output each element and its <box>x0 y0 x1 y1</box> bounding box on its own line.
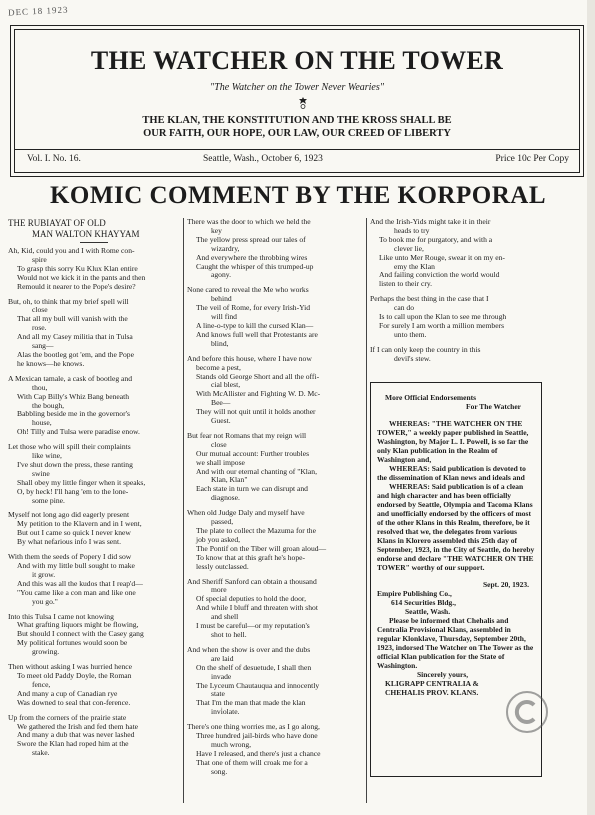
poem-line: On the shelf of desuetude, I shall then <box>196 662 312 672</box>
poem-stanza <box>8 375 180 437</box>
poem-stanza <box>8 443 180 505</box>
endorsement-title: More Official Endorsements <box>385 393 477 402</box>
poem-line: song. <box>211 766 228 776</box>
poem-line: That one of them will croak me for a <box>196 757 308 767</box>
address-line-3: Seattle, Wash. <box>405 607 451 616</box>
poem-line: Then without asking I was hurried hence <box>8 662 132 672</box>
poem-line: Ah, Kid, could you and I with Rome con- <box>8 246 135 255</box>
poem-line: The yellow press spread our tales of <box>196 234 306 244</box>
poem-line: And failing conviction the world would <box>379 270 500 280</box>
poem-column-1 <box>8 218 180 764</box>
poem-line: wizardry, <box>211 243 240 253</box>
poem-line: we shall impose <box>196 457 245 467</box>
informed-paragraph: Please be informed that Chehalis and Centralia Provisional Klans, assembled in regular Klonklave, Thursday, September 20th, 1923, indorsed The Watcher on The Tower as the official Klan publication for the State of Washington. <box>377 616 534 670</box>
poem-line: The Lyceum Chautauqua and innocently <box>196 680 320 690</box>
poem-stanza <box>187 218 365 280</box>
poem-line: And the Irish-Yids might take it in their <box>370 217 491 226</box>
poem-line: And with our eternal chanting of "Klan, <box>196 466 317 476</box>
poem-line: you go." <box>32 596 58 606</box>
poem-line: That all my bull will vanish with the <box>17 314 128 324</box>
poem-title <box>8 218 180 240</box>
poem-line: cial blest, <box>211 380 241 390</box>
poem-line: Babbling beside me in the governor's <box>17 409 130 419</box>
poem-line: When old Judge Daly and myself have <box>187 508 305 518</box>
poem-line: he knows—he knows. <box>17 358 85 368</box>
poem-line: Up from the corners of the prairie state <box>8 712 127 722</box>
poem-line: Stands old George Short and all the offi- <box>196 371 320 381</box>
dateline: Seattle, Wash., October 6, 1923 <box>203 154 323 164</box>
date-received-stamp: DEC 18 1923 <box>7 4 69 18</box>
volume-number: Vol. I. No. 16. <box>27 154 81 164</box>
poem-stanza <box>187 286 365 348</box>
poem-title-line-1: THE RUBIAYAT OF OLD <box>8 218 106 228</box>
newspaper-motto: "The Watcher on the Tower Never Wearies" <box>210 82 384 93</box>
poem-line: much wrong, <box>211 739 252 749</box>
headline: KOMIC COMMENT BY THE KORPORAL <box>49 182 546 209</box>
poem-line: My petition to the Klavern and in I went, <box>17 519 142 529</box>
poem-column-3 <box>370 218 542 370</box>
klan-seal-icon <box>298 97 308 109</box>
poem-line: lessly outclassed. <box>196 561 249 571</box>
poem-line: key <box>211 225 222 235</box>
copyright-seal-icon <box>505 690 549 734</box>
endorsement-subtitle: For The Watcher <box>466 402 521 411</box>
poem-stanza <box>8 553 180 606</box>
poem-line: Was downed to seal that con-ference. <box>17 697 131 707</box>
poem-line: swine <box>32 468 50 478</box>
poem-line: None cared to reveal the Me who works <box>187 285 309 295</box>
address-line-1: Empire Publishing Co., <box>377 589 452 598</box>
poem-line: growing. <box>32 647 60 657</box>
poem-line: Like unto Mer Rouge, swear it on my en- <box>379 252 505 262</box>
poem-stanzas-2 <box>187 218 365 777</box>
poem-line: agony. <box>211 270 231 280</box>
poem-line: My political fortunes would soon be <box>17 638 128 648</box>
poem-line: To know that at this graft he's hope- <box>196 552 306 562</box>
poem-line: With McAllister and Fighting W. D. Mc- <box>196 389 321 399</box>
poem-line: I've shut down the press, these ranting <box>17 459 133 469</box>
poem-line: close <box>32 305 48 315</box>
poem-stanza <box>8 298 180 369</box>
poem-line: sang— <box>32 341 54 351</box>
poem-line: devil's stew. <box>394 353 431 363</box>
newspaper-title: THE WATCHER ON THE TOWER <box>90 46 504 75</box>
poem-line: Myself not long ago did eagerly present <box>8 510 130 520</box>
poem-stanza <box>187 432 365 503</box>
signature-line-2: CHEHALIS PROV. KLANS. <box>385 688 479 697</box>
poem-line: The veil of Rome, for every Irish-Yid <box>196 303 311 313</box>
poem-line: Have I released, and there's just a chance <box>196 748 321 758</box>
poem-line: And all my Casey militia that in Tulsa <box>17 332 133 342</box>
poem-line: A line-o-type to kill the cursed Klan— <box>196 320 314 330</box>
poem-line: Oh! Tilly and Tulsa were paradise enow. <box>17 427 140 437</box>
poem-line: the bough, <box>32 400 65 410</box>
poem-line: rose. <box>32 323 47 333</box>
poem-line: O, by heck! I'll hang 'em to the lone- <box>17 486 129 496</box>
poem-line: blind, <box>211 338 229 348</box>
column-divider-2 <box>366 218 367 803</box>
poem-stanza <box>370 346 542 364</box>
poem-stanza <box>187 355 365 426</box>
poem-line: I must be careful—or my reputation's <box>196 621 310 631</box>
issue-rule-top <box>15 149 579 150</box>
poem-line: With Cap Billy's Whiz Bang beneath <box>17 391 130 401</box>
poem-line: And before this house, where I have now <box>187 353 312 363</box>
poem-line: fence, <box>32 679 51 689</box>
poem-line: There's one thing worries me, as I go along, <box>187 722 320 732</box>
poem-line: behind <box>211 294 232 304</box>
poem-line: Caught the whisper of this trumped-up <box>196 261 314 271</box>
poem-line: Shall obey my little finger when it speaks, <box>17 477 146 487</box>
poem-line: What grafting liquors might be flowing, <box>17 620 139 630</box>
signature-line-1: KLIGRAPP CENTRALIA & <box>385 679 479 688</box>
poem-line: The plate to collect the Mazuma for the <box>196 526 316 535</box>
poem-line: more <box>211 585 227 595</box>
poem-stanza <box>370 295 542 340</box>
poem-stanza <box>8 511 180 547</box>
poem-line: We gathered the Irish and fed them hate <box>17 721 139 731</box>
poem-line: diagnose. <box>211 493 240 503</box>
poem-line: job you asked, <box>196 534 241 544</box>
poem-stanza <box>8 663 180 708</box>
poem-line: To book me for purgatory, and with a <box>379 234 493 244</box>
poem-line: unto them. <box>394 329 427 339</box>
poem-line: There was the door to which we held the <box>187 217 311 226</box>
poem-line: some pine. <box>32 495 65 505</box>
poem-line: and shell <box>211 612 239 622</box>
poem-line: invade <box>211 671 232 681</box>
poem-line: Alas the bootleg got 'em, and the Pope <box>17 349 134 359</box>
poem-line: Let those who will spill their complaints <box>8 442 131 452</box>
page-edge <box>587 0 595 815</box>
poem-line: And with my little bull sought to make <box>17 561 135 570</box>
poem-line: And many a dub that was never lashed <box>17 730 135 740</box>
poem-line: Klan, Klan" <box>211 475 248 485</box>
poem-line: But, oh, to think that my brief spell will <box>8 296 129 306</box>
poem-line: like wine, <box>32 451 62 461</box>
poem-line: "You came like a con man and like one <box>17 587 136 597</box>
poem-line: But fear not Romans that my reign will <box>187 430 307 440</box>
poem-line: state <box>211 689 225 699</box>
poem-line: Guest. <box>211 416 231 426</box>
poem-line: And when the show is over and the dubs <box>187 644 311 654</box>
poem-line: Would not we kick it in the pants and then <box>17 272 146 282</box>
poem-line: With them the seeds of Popery I did sow <box>8 552 132 562</box>
poem-line: And everywhere the throbbing wires <box>196 252 308 262</box>
poem-line: it grow. <box>32 569 56 579</box>
tagline <box>15 114 579 140</box>
column-divider-1 <box>183 218 184 803</box>
poem-stanza <box>8 714 180 759</box>
poem-line: emy the Klan <box>394 261 435 271</box>
masthead <box>10 25 584 177</box>
poem-line: And Sheriff Sanford can obtain a thousand <box>187 576 317 586</box>
poem-line: passed, <box>211 517 234 527</box>
address-block <box>377 589 535 616</box>
poem-line: And this was all the kudos that I reap'd— <box>17 578 143 588</box>
poem-line: will find <box>211 312 237 322</box>
poem-line: To grasp this sorry Ku Klux Klan entire <box>17 263 138 273</box>
masthead-inner-border <box>14 29 580 173</box>
poem-line: Remould it nearer to the Pope's desire? <box>17 281 136 291</box>
poem-line: thou, <box>32 382 48 392</box>
poem-stanza <box>187 578 365 640</box>
poem-stanza <box>187 646 365 717</box>
price: Price 10c Per Copy <box>495 154 569 164</box>
whereas-paragraph-2: WHEREAS: Said publication is devoted to the dissemination of Klan news and ideals and <box>377 464 526 482</box>
poem-line: Three hundred jail-birds who have done <box>196 731 318 741</box>
poem-stanzas-3 <box>370 218 542 364</box>
poem-line: By what nefarious info I was sent. <box>17 537 121 547</box>
poem-line: Bee— <box>211 398 231 408</box>
poem-line: are laid <box>211 653 234 663</box>
poem-line: And knows full well that Protestants are <box>196 329 318 339</box>
poem-line: become a pest, <box>196 362 241 372</box>
poem-line: close <box>211 439 227 449</box>
poem-stanza <box>187 723 365 776</box>
poem-stanza <box>8 613 180 658</box>
poem-line: To meet old Paddy Doyle, the Roman <box>17 670 132 680</box>
tagline-line-1: THE KLAN, THE KONSTITUTION AND THE KROSS SHALL BE <box>142 115 452 126</box>
poem-stanza <box>8 247 180 292</box>
poem-stanza <box>187 509 365 571</box>
poem-line: spire <box>32 254 47 264</box>
poem-stanza <box>370 218 542 289</box>
poem-line: The Pontif on the Tiber will groan aloud— <box>196 543 327 553</box>
closing: Sincerely yours, <box>417 670 469 679</box>
poem-line: stake. <box>32 748 50 758</box>
poem-line: clever lie, <box>394 243 424 253</box>
title-dash <box>80 242 108 243</box>
poem-line: heads to try <box>394 225 430 235</box>
poem-line: But out I came so quick I never knew <box>17 528 131 538</box>
poem-line: They will not quit until it holds another <box>196 407 316 417</box>
poem-line: Each state in turn we can disrupt and <box>196 484 308 494</box>
poem-line: shot to hell. <box>211 629 247 639</box>
poem-line: But should I connect with the Casey gang <box>17 629 144 639</box>
poem-line: Perhaps the best thing in the case that I <box>370 294 489 304</box>
poem-line: That I'm the man that made the klan <box>196 698 306 708</box>
poem-line: And while I bluff and threaten with shot <box>196 603 318 613</box>
poem-line: A Mexican tamale, a cask of bootleg and <box>8 373 132 383</box>
poem-line: Our mutual account: Further troubles <box>196 448 310 458</box>
poem-line: invi̇olate. <box>211 707 240 717</box>
poem-title-line-2: MAN WALTON KHAYYAM <box>32 229 140 239</box>
poem-stanzas-1 <box>8 247 180 758</box>
poem-line: can do <box>394 303 415 313</box>
poem-line: Is to call upon the Klan to see me through <box>379 312 507 322</box>
poem-line: house, <box>32 418 52 428</box>
poem-line: listen to their cry. <box>379 279 433 289</box>
poem-line: And many a cup of Canadian rye <box>17 688 118 698</box>
tagline-line-2: OUR FAITH, OUR HOPE, OUR LAW, OUR CREED OF LIBERTY <box>143 128 451 139</box>
endorsement-date: Sept. 20, 1923. <box>482 580 529 589</box>
address-line-2: 614 Securities Bldg., <box>391 598 456 607</box>
whereas-paragraph-3: WHEREAS: Said publication is of a clean and high character and has been officially endorsed by Seattle, Olympia and Tacoma Klans and unofficially endorsed by the officers of most of the other Klans in this Realm, therefore, be it resolved that we, the delegates from various Klans in Klorero assembled this 25th day of September, 1923, in the City of Seattle, do hereby endorse and declare "THE WATCHER ON THE TOWER" worthy of our support. <box>377 482 535 572</box>
poem-column-2 <box>187 218 365 783</box>
poem-line: If I can only keep the country in this <box>370 344 481 354</box>
poem-line: Into this Tulsa I came not knowing <box>8 611 114 621</box>
poem-line: For surely I am worth a million members <box>379 320 505 330</box>
poem-line: Of special deputies to hold the door, <box>196 594 306 604</box>
whereas-paragraph-1: WHEREAS: "THE WATCHER ON THE TOWER," a weekly paper published in Seattle, Washington, by Major L. I. Powell, is so far the only Klan publication in the Realm of Washington and, <box>377 419 529 464</box>
poem-line: Swore the Klan had roped him at the <box>17 739 129 749</box>
